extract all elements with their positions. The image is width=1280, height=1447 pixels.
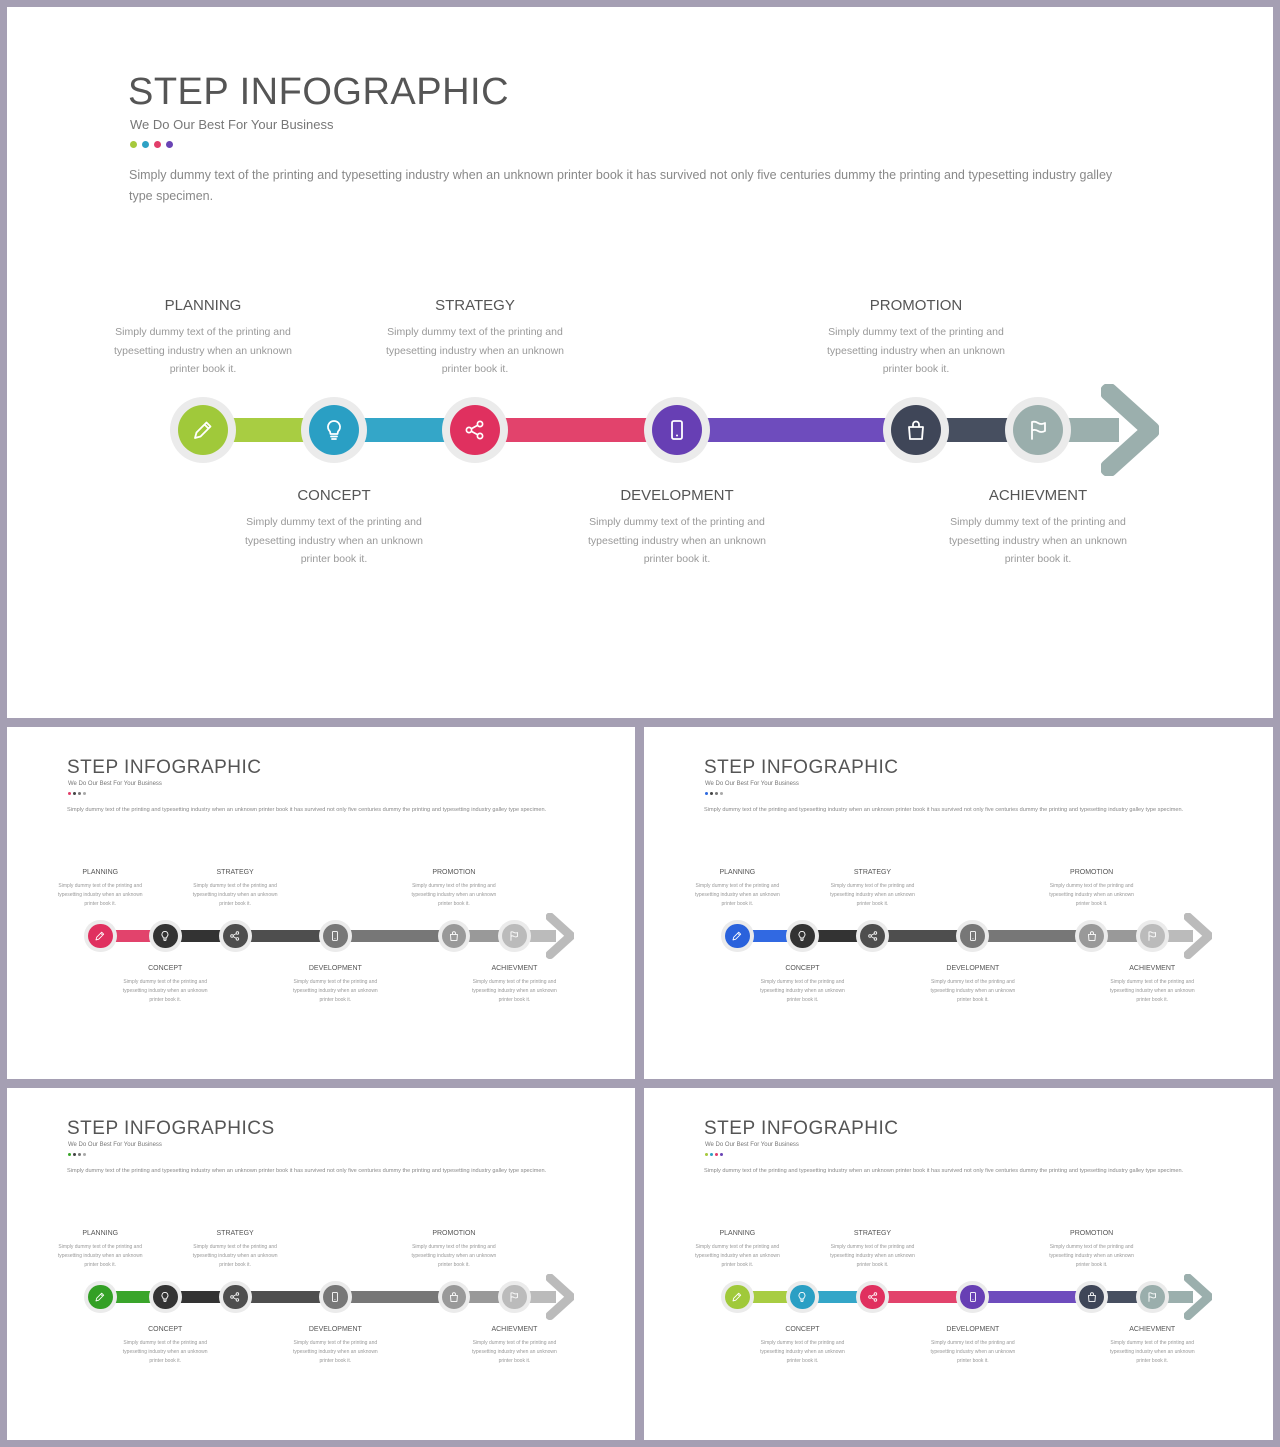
share-icon (463, 418, 487, 442)
color-dots (68, 792, 86, 795)
step-node-achievment[interactable] (1013, 405, 1063, 455)
step-title-development: DEVELOPMENT (308, 1325, 362, 1333)
step-title-promotion: PROMOTION (432, 1229, 476, 1237)
pencil-icon (94, 1291, 106, 1303)
color-dot (83, 1153, 86, 1156)
color-dot (715, 792, 718, 795)
step-description: Simply dummy text of the printing and typesetting industry when an unknown printer book it. (930, 1340, 1016, 1365)
step-node-achievment[interactable] (1140, 924, 1165, 949)
shopping-bag-icon (1086, 930, 1098, 942)
step-node-strategy[interactable] (860, 1285, 885, 1310)
flag-icon (508, 1291, 520, 1303)
arrow-head (1184, 1274, 1213, 1320)
slide-main[interactable] (7, 7, 1273, 718)
step-title-planning: PLANNING (719, 1229, 756, 1237)
color-dot (68, 792, 71, 795)
step-description: Simply dummy text of the printing and typesetting industry when an unknown printer book it. (930, 979, 1016, 1004)
step-description: Simply dummy text of the printing and typesetting industry when an unknown printer book it. (830, 882, 915, 907)
color-dot (705, 792, 708, 795)
slide-variant-blue[interactable] (644, 727, 1273, 1079)
lightbulb-icon (796, 1291, 808, 1303)
step-node-planning[interactable] (88, 924, 113, 949)
step-node-achievment[interactable] (502, 924, 527, 949)
pencil-icon (731, 930, 743, 942)
step-node-planning[interactable] (725, 1285, 750, 1310)
intro-text: Simply dummy text of the printing and typesetting industry when an unknown printer book it has survived not only five centuries dummy the printing and typesetting industry galley type specimen. (704, 1168, 1184, 1174)
arrow-head (546, 913, 575, 959)
color-dot (715, 1153, 718, 1156)
flag-icon (1146, 930, 1158, 942)
step-title-achievment: ACHIEVMENT (491, 1325, 538, 1333)
flag-icon (508, 930, 520, 942)
step-description: Simply dummy text of the printing and typesetting industry when an unknown printer book it. (411, 1243, 497, 1268)
step-node-development[interactable] (323, 924, 348, 949)
color-dot (720, 792, 723, 795)
step-title-concept: CONCEPT (148, 1325, 183, 1333)
step-description: Simply dummy text of the printing and typesetting industry when an unknown printer book it. (122, 978, 208, 1003)
slide-subtitle: We Do Our Best For Your Business (130, 117, 334, 132)
step-node-planning[interactable] (88, 1285, 113, 1310)
step-title-strategy: STRATEGY (853, 1229, 892, 1237)
step-description: Simply dummy text of the printing and typesetting industry when an unknown printer book it. (122, 1339, 208, 1364)
arrow-head (546, 1274, 575, 1320)
step-title-promotion: PROMOTION (869, 297, 963, 314)
pencil-icon (191, 418, 215, 442)
share-icon (229, 930, 241, 942)
lightbulb-icon (159, 930, 171, 942)
step-title-planning: PLANNING (82, 868, 119, 876)
pencil-icon (94, 930, 106, 942)
slide-title: STEP INFOGRAPHIC (67, 757, 262, 778)
color-dot (68, 1153, 71, 1156)
lightbulb-icon (322, 418, 346, 442)
color-dots (68, 1153, 86, 1156)
color-dot (73, 792, 76, 795)
step-description: Simply dummy text of the printing and typesetting industry when an unknown printer book it. (587, 516, 767, 565)
step-node-achievment[interactable] (502, 1285, 527, 1310)
slide-title: STEP INFOGRAPHIC (704, 1118, 899, 1139)
step-title-promotion: PROMOTION (432, 868, 476, 876)
step-title-promotion: PROMOTION (1070, 1229, 1114, 1237)
step-description: Simply dummy text of the printing and typesetting industry when an unknown printer book it. (411, 882, 497, 907)
step-node-development[interactable] (652, 405, 702, 455)
step-node-promotion[interactable] (891, 405, 941, 455)
step-description: Simply dummy text of the printing and typesetting industry when an unknown printer book it. (826, 326, 1006, 375)
step-title-promotion: PROMOTION (1070, 868, 1114, 876)
step-node-concept[interactable] (790, 924, 815, 949)
step-description: Simply dummy text of the printing and typesetting industry when an unknown printer book it. (57, 1243, 143, 1268)
step-description: Simply dummy text of the printing and typesetting industry when an unknown printer book it. (57, 882, 143, 907)
step-description: Simply dummy text of the printing and typesetting industry when an unknown printer book it. (113, 326, 293, 375)
step-title-planning: PLANNING (719, 868, 756, 876)
step-node-concept[interactable] (790, 1285, 815, 1310)
step-title-strategy: STRATEGY (216, 1229, 254, 1237)
tablet-icon (329, 930, 341, 942)
track-segment (677, 418, 918, 442)
step-description: Simply dummy text of the printing and typesetting industry when an unknown printer book it. (760, 1340, 845, 1365)
share-icon (229, 1291, 241, 1303)
lightbulb-icon (796, 930, 808, 942)
intro-text: Simply dummy text of the printing and typesetting industry when an unknown printer book it has survived not only five centuries dummy the printing and typesetting industry galley type specimen. (67, 807, 547, 813)
step-title-development: DEVELOPMENT (946, 964, 1000, 972)
step-description: Simply dummy text of the printing and typesetting industry when an unknown printer book it. (830, 1243, 915, 1268)
step-description: Simply dummy text of the printing and typesetting industry when an unknown printer book it. (694, 882, 780, 907)
intro-text: Simply dummy text of the printing and typesetting industry when an unknown printer book it has survived not only five centuries dummy the printing and typesetting industry galley type specimen. (67, 1168, 547, 1174)
tablet-icon (967, 930, 979, 942)
shopping-bag-icon (448, 1291, 460, 1303)
step-title-concept: CONCEPT (785, 964, 820, 972)
share-icon (867, 930, 879, 942)
color-dot (142, 141, 149, 148)
step-title-development: DEVELOPMENT (946, 1325, 1000, 1333)
slide-variant-color[interactable] (644, 1088, 1273, 1440)
step-title-achievment: ACHIEVMENT (1129, 964, 1176, 972)
step-node-development[interactable] (323, 1285, 348, 1310)
step-description: Simply dummy text of the printing and typesetting industry when an unknown printer book it. (694, 1243, 780, 1268)
tablet-icon (967, 1291, 979, 1303)
step-node-concept[interactable] (309, 405, 359, 455)
slide-variant-green[interactable] (7, 1088, 635, 1440)
slide-title: STEP INFOGRAPHICS (67, 1118, 275, 1139)
slide-subtitle: We Do Our Best For Your Business (68, 781, 162, 787)
step-node-concept[interactable] (153, 1285, 178, 1310)
color-dot (710, 1153, 713, 1156)
step-description: Simply dummy text of the printing and typesetting industry when an unknown printer book it. (192, 1243, 278, 1268)
step-node-strategy[interactable] (860, 924, 885, 949)
step-description: Simply dummy text of the printing and typesetting industry when an unknown printer book it. (760, 979, 845, 1004)
shopping-bag-icon (904, 418, 928, 442)
step-description: Simply dummy text of the printing and typesetting industry when an unknown printer book it. (192, 882, 278, 907)
step-node-planning[interactable] (178, 405, 228, 455)
step-description: Simply dummy text of the printing and typesetting industry when an unknown printer book it. (1109, 979, 1195, 1004)
step-description: Simply dummy text of the printing and typesetting industry when an unknown printer book it. (948, 516, 1128, 565)
step-description: Simply dummy text of the printing and typesetting industry when an unknown printer book it. (472, 978, 557, 1003)
color-dot (154, 141, 161, 148)
intro-text: Simply dummy text of the printing and typesetting industry when an unknown printer book it has survived not only five centuries dummy the printing and typesetting industry galley type specimen. (129, 168, 1113, 203)
step-title-strategy: STRATEGY (435, 297, 515, 314)
step-description: Simply dummy text of the printing and typesetting industry when an unknown printer book it. (292, 1339, 378, 1364)
color-dot (78, 1153, 81, 1156)
step-title-concept: CONCEPT (148, 964, 183, 972)
color-dot (710, 792, 713, 795)
slide-variant-pink[interactable] (7, 727, 635, 1079)
lightbulb-icon (159, 1291, 171, 1303)
slide-title: STEP INFOGRAPHIC (128, 71, 510, 113)
step-node-strategy[interactable] (223, 1285, 248, 1310)
color-dots (705, 1153, 723, 1156)
step-title-strategy: STRATEGY (216, 868, 254, 876)
step-description: Simply dummy text of the printing and typesetting industry when an unknown printer book it. (472, 1339, 557, 1364)
step-node-achievment[interactable] (1140, 1285, 1165, 1310)
step-description: Simply dummy text of the printing and typesetting industry when an unknown printer book it. (244, 516, 424, 565)
intro-text: Simply dummy text of the printing and typesetting industry when an unknown printer book it has survived not only five centuries dummy the printing and typesetting industry galley type specimen. (704, 807, 1184, 813)
step-title-planning: PLANNING (164, 297, 242, 314)
color-dot (166, 141, 173, 148)
step-title-concept: CONCEPT (297, 487, 371, 504)
shopping-bag-icon (448, 930, 460, 942)
step-description: Simply dummy text of the printing and typesetting industry when an unknown printer book it. (385, 326, 565, 375)
step-description: Simply dummy text of the printing and typesetting industry when an unknown printer book it. (1049, 1243, 1134, 1268)
step-title-achievment: ACHIEVMENT (1129, 1325, 1176, 1333)
color-dot (705, 1153, 708, 1156)
slide-subtitle: We Do Our Best For Your Business (68, 1142, 162, 1148)
share-icon (867, 1291, 879, 1303)
arrow-head (1101, 384, 1159, 476)
color-dots (705, 792, 723, 795)
step-node-planning[interactable] (725, 924, 750, 949)
step-description: Simply dummy text of the printing and typesetting industry when an unknown printer book it. (292, 978, 378, 1003)
tablet-icon (665, 418, 689, 442)
color-dots (130, 141, 173, 148)
color-dot (78, 792, 81, 795)
flag-icon (1146, 1291, 1158, 1303)
tablet-icon (329, 1291, 341, 1303)
arrow-head (1184, 913, 1213, 959)
flag-icon (1026, 418, 1050, 442)
color-dot (73, 1153, 76, 1156)
slide-subtitle: We Do Our Best For Your Business (705, 1142, 799, 1148)
step-node-concept[interactable] (153, 924, 178, 949)
pencil-icon (731, 1291, 743, 1303)
shopping-bag-icon (1086, 1291, 1098, 1303)
step-title-development: DEVELOPMENT (620, 487, 734, 504)
step-title-strategy: STRATEGY (853, 868, 892, 876)
step-title-achievment: ACHIEVMENT (988, 487, 1088, 504)
step-node-strategy[interactable] (450, 405, 500, 455)
color-dot (130, 141, 137, 148)
color-dot (720, 1153, 723, 1156)
step-title-achievment: ACHIEVMENT (491, 964, 538, 972)
slide-subtitle: We Do Our Best For Your Business (705, 781, 799, 787)
step-title-development: DEVELOPMENT (308, 964, 362, 972)
step-description: Simply dummy text of the printing and typesetting industry when an unknown printer book it. (1109, 1340, 1195, 1365)
step-node-strategy[interactable] (223, 924, 248, 949)
step-description: Simply dummy text of the printing and typesetting industry when an unknown printer book it. (1049, 882, 1134, 907)
step-title-concept: CONCEPT (785, 1325, 820, 1333)
slide-title: STEP INFOGRAPHIC (704, 757, 899, 778)
color-dot (83, 792, 86, 795)
step-title-planning: PLANNING (82, 1229, 119, 1237)
